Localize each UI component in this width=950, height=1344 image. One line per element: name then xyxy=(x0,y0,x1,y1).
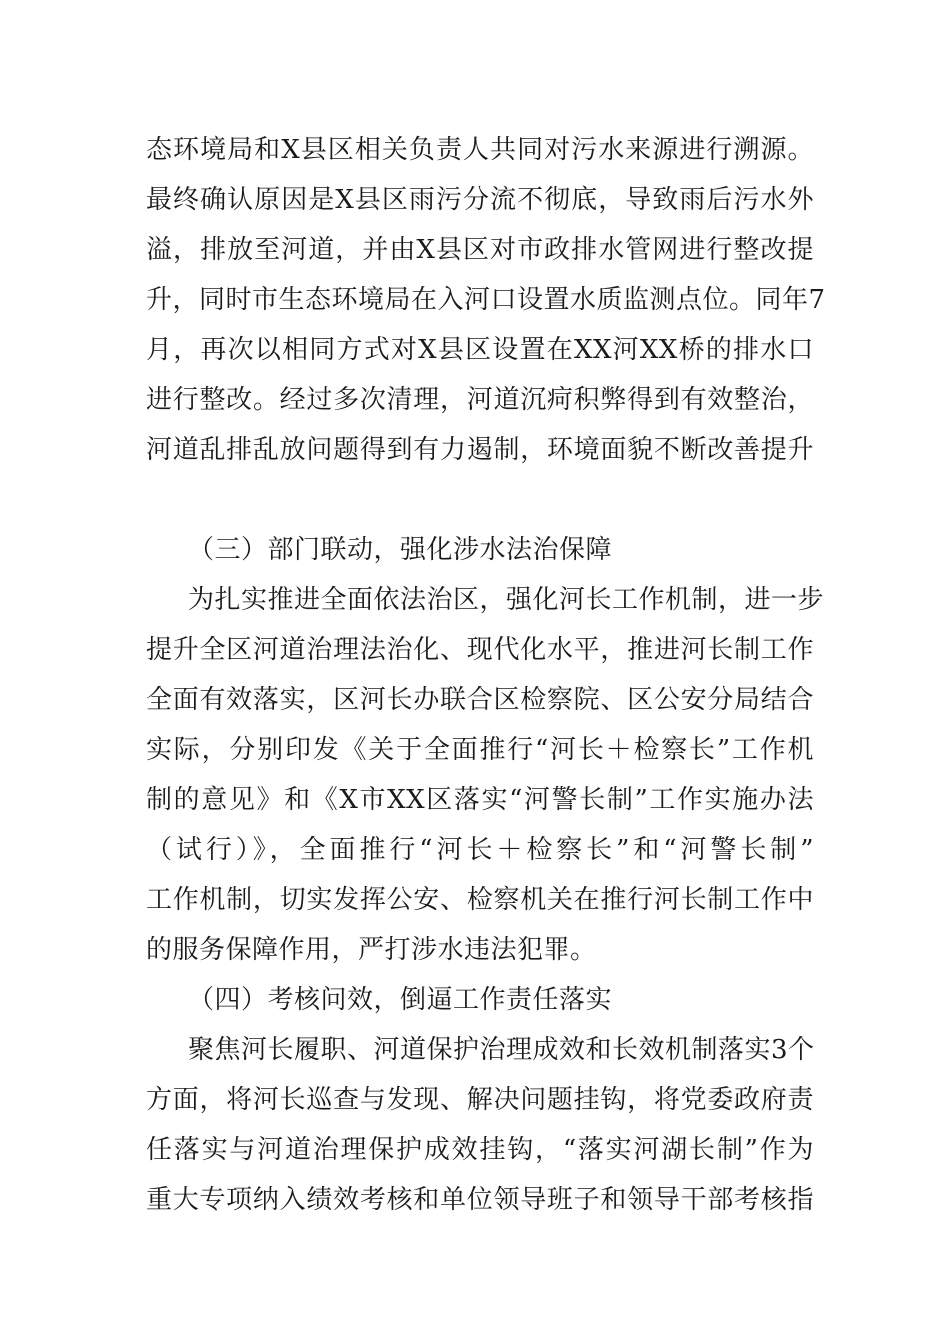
paragraph-line: 升，同时市生态环境局在入河口设置水质监测点位。同年7 xyxy=(146,285,826,315)
paragraph-line: 任落实与河道治理保护成效挂钩，“落实河湖长制”作为 xyxy=(146,1135,814,1165)
paragraph-line: 聚焦河长履职、河道保护治理成效和长效机制落实3个 xyxy=(188,1035,815,1065)
paragraph-line: 为扎实推进全面依法治区，强化河长工作机制，进一步 xyxy=(188,585,825,615)
section-heading-4: （四）考核问效，倒逼工作责任落实 xyxy=(188,985,613,1015)
paragraph-line: 河道乱排乱放问题得到有力遏制，环境面貌不断改善提升 xyxy=(146,435,814,465)
paragraph-line: 重大专项纳入绩效考核和单位领导班子和领导干部考核指 xyxy=(146,1185,814,1215)
paragraph-line: 工作机制，切实发挥公安、检察机关在推行河长制工作中 xyxy=(146,885,814,915)
paragraph-line: 的服务保障作用，严打涉水违法犯罪。 xyxy=(146,935,597,965)
paragraph-line: 方面，将河长巡查与发现、解决问题挂钩，将党委政府责 xyxy=(146,1085,814,1115)
section-heading-3: （三）部门联动，强化涉水法治保障 xyxy=(188,535,613,565)
paragraph-line: 月，再次以相同方式对X县区设置在XX河XX桥的排水口 xyxy=(146,335,814,365)
paragraph-line: 提升全区河道治理法治化、现代化水平，推进河长制工作 xyxy=(146,635,814,665)
paragraph-line: 制的意见》和《X市XX区落实“河警长制”工作实施办法 xyxy=(146,785,814,815)
paragraph-line: （试行）》，全面推行“河长＋检察长”和“河警长制” xyxy=(146,835,814,865)
paragraph-line: 进行整改。经过多次清理，河道沉疴积弊得到有效整治， xyxy=(146,385,814,415)
paragraph-line: 全面有效落实，区河长办联合区检察院、区公安分局结合 xyxy=(146,685,814,715)
paragraph-line: 实际，分别印发《关于全面推行“河长＋检察长”工作机 xyxy=(146,735,814,765)
paragraph-line: 溢，排放至河道，并由X县区对市政排水管网进行整改提 xyxy=(146,235,814,265)
paragraph-line: 最终确认原因是X县区雨污分流不彻底，导致雨后污水外 xyxy=(146,185,814,215)
paragraph-line: 态环境局和X县区相关负责人共同对污水来源进行溯源。 xyxy=(146,135,814,165)
